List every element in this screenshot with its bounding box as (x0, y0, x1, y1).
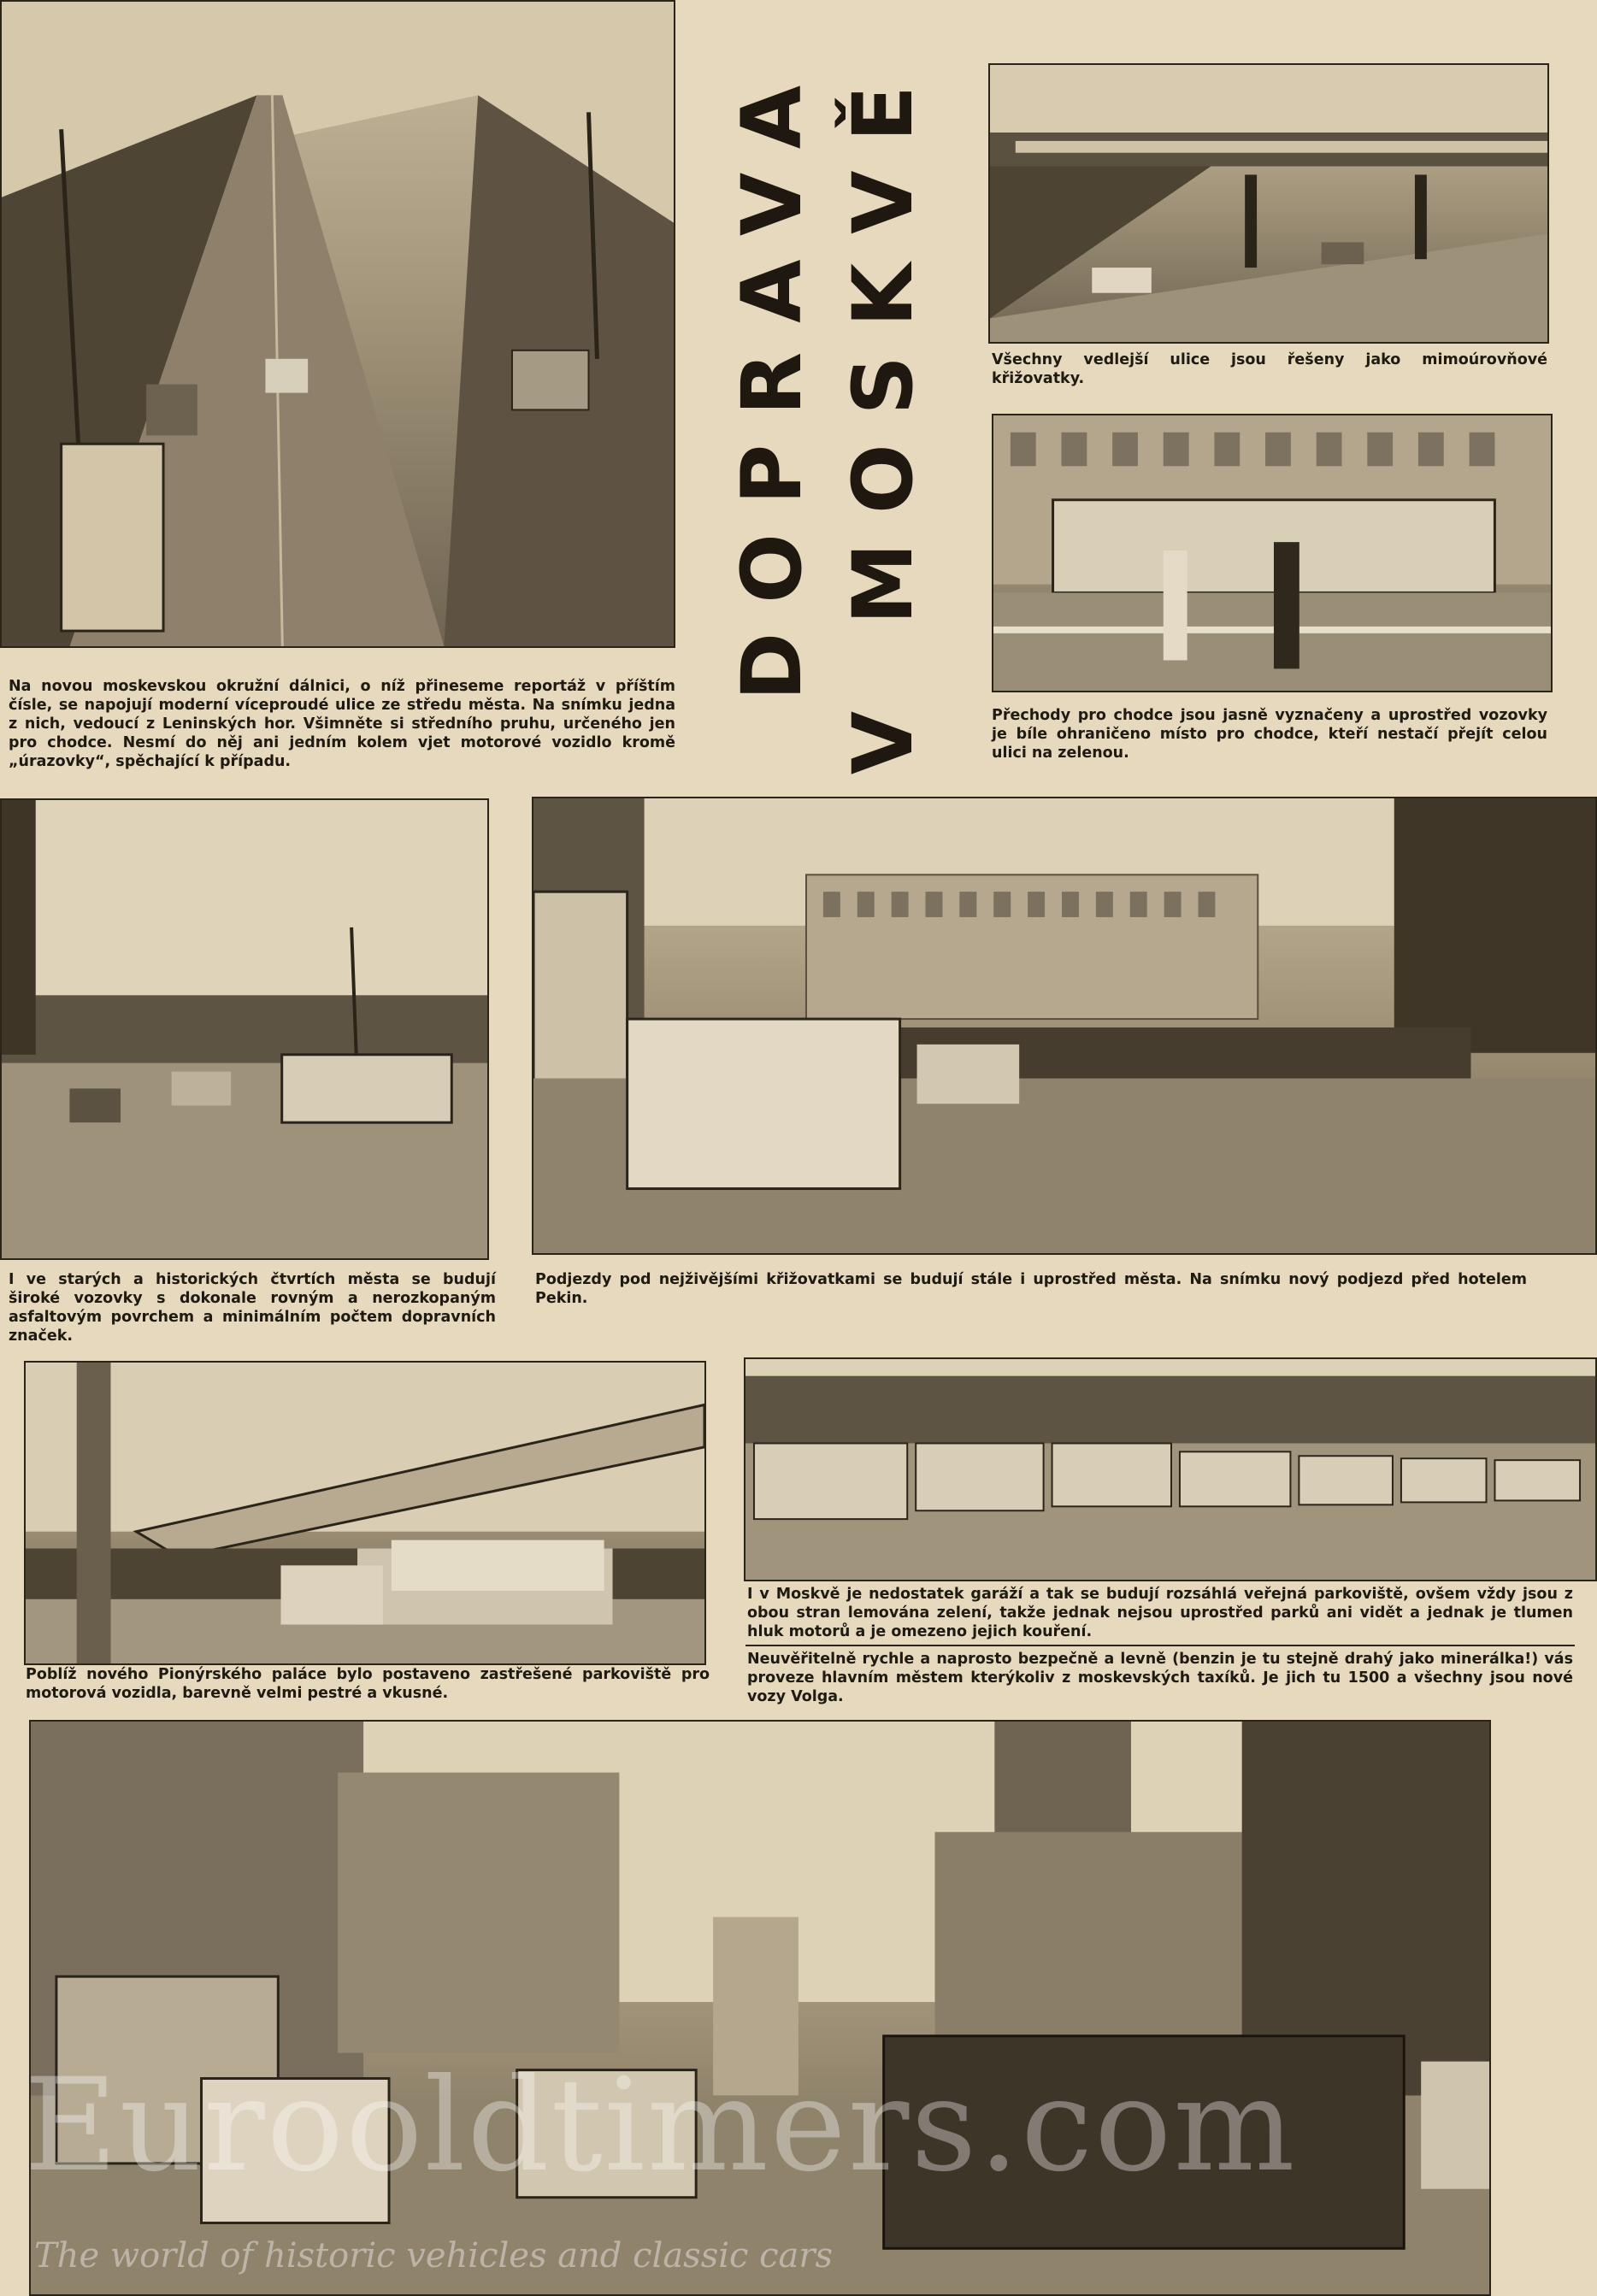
photo-parking-lot (744, 1357, 1597, 1581)
caption-highway: Na novou moskevskou okružní dálnici, o níž přineseme reportáž v příštím čísle, se napojují moderní víceproudé ulice ze středu města. Na snímku jedna z nich, vedoucí z Leninských hor. Všimněte si středního pruhu, určeného jen pro chodce. Nesmí do něj ani jedním kolem vjet motorové vozidlo kromě „úrazovky“, spěchající k případu. (9, 678, 675, 770)
photo-crosswalk (992, 414, 1553, 692)
caption-overpass: Všechny vedlejší ulice jsou řešeny jako mimoúrovňové křižovatky. (992, 351, 1547, 387)
photo-covered-parking (24, 1361, 706, 1665)
article-title-line1: DOPRAVA (724, 56, 820, 701)
photo-underpass (532, 797, 1597, 1255)
watermark-logo: Eurooldtimers.com (24, 2052, 1297, 2200)
photo-old-quarter (0, 798, 489, 1260)
caption-covered-parking: Poblíž nového Pionýrského paláce bylo postaveno zastřešené parkoviště pro motorová vozidla, barevně velmi pestré a vkusné. (26, 1666, 710, 1702)
caption-parking-lot: I v Moskvě je nedostatek garáží a tak se budují rozsáhlá veřejná parkoviště, ovšem vždy jsou z obou stran lemována zelení, takže jednak nejsou uprostřed parků ani vidět a jednak je tlumen hluk motorů a je omezeno jejich kouření. (747, 1586, 1573, 1640)
caption-divider (745, 1645, 1575, 1646)
photo-taxi-street (29, 1720, 1491, 2296)
caption-old-quarter: I ve starých a historických čtvrtích města se budují široké vozovky s dokonale rovným a nerozkopaným asfaltovým povrchem a minimálním počtem dopravních značek. (9, 1271, 496, 1345)
caption-taxi: Neuvěřitelně rychle a naprosto bezpečně a levně (benzin je tu stejně drahý jako minerálka!) vás proveze hlavním městem kterýkoliv z moskevských taxíků. Je jich tu 1500 a všechny jsou nové vozy Volga. (747, 1651, 1573, 1705)
photo-highway (0, 0, 675, 648)
photo-overpass (988, 63, 1549, 344)
caption-underpass: Podjezdy pod nejživějšími křižovatkami se budují stále i uprostřed města. Na snímku nový podjezd před hotelem Pekin. (535, 1271, 1527, 1307)
article-title-line2: V MOSKVĚ (835, 56, 931, 775)
watermark-tagline: The world of historic vehicles and classic cars (34, 2236, 834, 2275)
caption-crosswalk: Přechody pro chodce jsou jasně vyznačeny a uprostřed vozovky je bíle ohraničeno místo pro chodce, kteří nestačí přejít celou ulici na zelenou. (992, 707, 1547, 762)
